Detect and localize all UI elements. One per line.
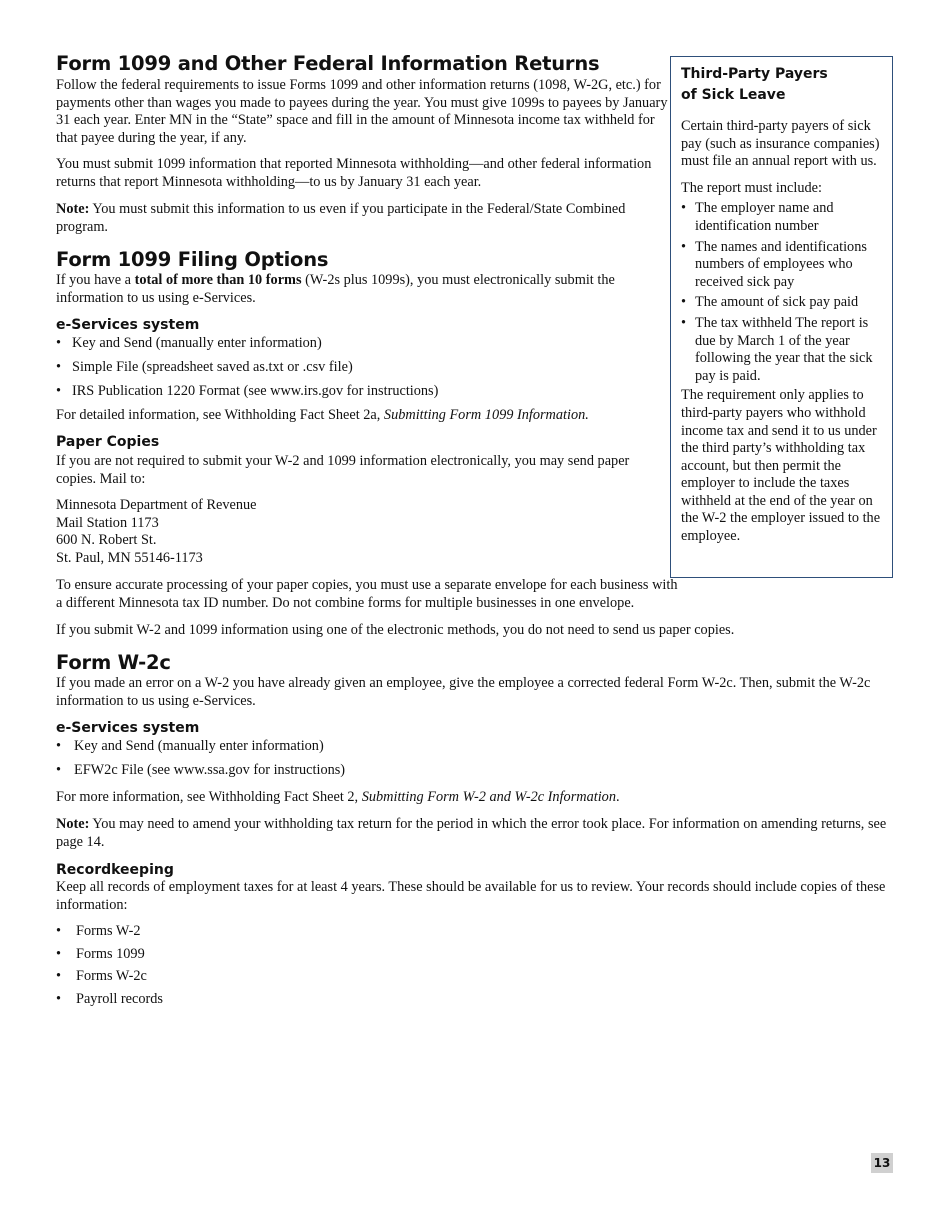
list-item: • Payroll records [56, 991, 456, 1014]
list-item: • Key and Send (manually enter information) [56, 738, 676, 762]
sidebar-list [681, 200, 886, 385]
w2c-intro: If you made an error on a W-2 you have already given an employee, give the employee a corrected federal Form W-2c. Then, submit the W-2c information to us using e-Services. [56, 675, 871, 709]
subheading-eservices-w2c: e-Services system [56, 720, 200, 736]
filing-detail-text [56, 407, 676, 425]
sidebar-closing: The requirement only applies to third-party payers who withhold income tax and send it to us under the third party’s withholding tax account, but then permit the employer to include the taxes withheld at the end of the year on the W-2 the employer issued to the employee. [681, 387, 881, 545]
more-text: For more information, see Withholding Fact Sheet 2, [56, 789, 362, 805]
intro-text-b: (W-2s plus 1099s), you must electronically submit the information to us using e-Services. [56, 272, 615, 306]
address-line: St. Paul, MN 55146-1173 [56, 549, 203, 566]
paper-copies-text: If you are not required to submit your W-2 and 1099 information electronically, you may send paper copies. Mail to: [56, 453, 630, 487]
more-period: . [615, 789, 620, 805]
sidebar-third-party-payers [670, 56, 893, 578]
subheading-recordkeeping: Recordkeeping [56, 862, 174, 878]
subheading-paper-copies: Paper Copies [56, 434, 160, 450]
detail-text: For detailed information, see Withholding Fact Sheet 2a, [56, 407, 384, 423]
filing-options-intro [56, 272, 676, 307]
list-item: • The amount of sick pay paid [681, 294, 886, 312]
sidebar-title-line: Third-Party Payers [681, 66, 828, 82]
address-line: Minnesota Department of Revenue [56, 497, 257, 513]
list-item: • The tax withheld The report is due by March 1 of the year following the year that the sick pay is paid. [681, 315, 886, 385]
section-heading-filing-options: Form 1099 Filing Options [56, 248, 329, 271]
w2c-more-info [56, 789, 901, 807]
sidebar-title-line: of Sick Leave [681, 87, 786, 103]
form-1099-paragraph-2: You must submit 1099 information that reported Minnesota withholding—and other federal information returns that report Minnesota withholding—to us by January 31 each year. [56, 156, 652, 190]
note-label: Note: [56, 201, 90, 217]
list-item: • Simple File (spreadsheet saved as.txt or .csv file) [56, 359, 676, 383]
eservices-w2c-list [56, 738, 676, 786]
note-text: You must submit this information to us even if you participate in the Federal/State Combined program. [56, 201, 626, 235]
w2c-note [56, 816, 901, 851]
eservices-1099-list [56, 335, 676, 407]
sidebar-title [681, 64, 886, 106]
envelope-text: To ensure accurate processing of your paper copies, you must use a separate envelope for each business with a different Minnesota tax ID number. Do not combine forms for multiple businesses in one envelope. [56, 577, 678, 611]
recordkeeping-list [56, 923, 456, 1013]
address-line: Mail Station 1173 [56, 514, 159, 531]
list-item: • EFW2c File (see www.ssa.gov for instructions) [56, 762, 676, 786]
list-item: • Key and Send (manually enter information) [56, 335, 676, 359]
more-italic: Submitting Form W-2 and W-2c Information [361, 789, 616, 805]
address-line: 600 N. Robert St. [56, 532, 157, 549]
sidebar-list-intro: The report must include: [681, 179, 822, 196]
detail-italic: Submitting Form 1099 Information. [383, 407, 589, 423]
list-item: • IRS Publication 1220 Format (see www.irs.gov for instructions) [56, 383, 676, 407]
page-number: 13 [871, 1153, 893, 1173]
sidebar-paragraph: Certain third-party payers of sick pay (such as insurance companies) must file an annual report with us. [681, 118, 880, 170]
electronic-methods-text: If you submit W-2 and 1099 information using one of the electronic methods, you do not need to send us paper copies. [56, 622, 735, 638]
list-item: • The names and identifications numbers of employees who received sick pay [681, 239, 886, 292]
list-item: • Forms 1099 [56, 946, 456, 969]
form-1099-note [56, 201, 676, 236]
section-heading-form-w2c: Form W-2c [56, 651, 171, 674]
note-text: You may need to amend your withholding tax return for the period in which the error took place. For information on amending returns, see page 14. [56, 816, 887, 850]
note-label: Note: [56, 816, 90, 832]
section-heading-form-1099: Form 1099 and Other Federal Information Returns [56, 52, 600, 75]
list-item: • The employer name and identification number [681, 200, 886, 235]
mailing-address [56, 497, 456, 567]
intro-bold: total of more than 10 forms [134, 272, 302, 288]
recordkeeping-text: Keep all records of employment taxes for at least 4 years. These should be available for us to review. Your records should include copies of these information: [56, 879, 886, 913]
subheading-eservices-1099: e-Services system [56, 317, 200, 333]
list-item: • Forms W-2c [56, 968, 456, 991]
form-1099-paragraph-1: Follow the federal requirements to issue Forms 1099 and other information returns (1098, W-2G, etc.) for payments other than wages you made to payees during the year. You must give 1099s to payees by January 31 each year. Enter MN in the “State” space and fill in the amount of Minnesota income tax withheld for that payee during the year, if any. [56, 77, 668, 146]
intro-text-a: If you have a [56, 272, 135, 288]
list-item: • Forms W-2 [56, 923, 456, 946]
